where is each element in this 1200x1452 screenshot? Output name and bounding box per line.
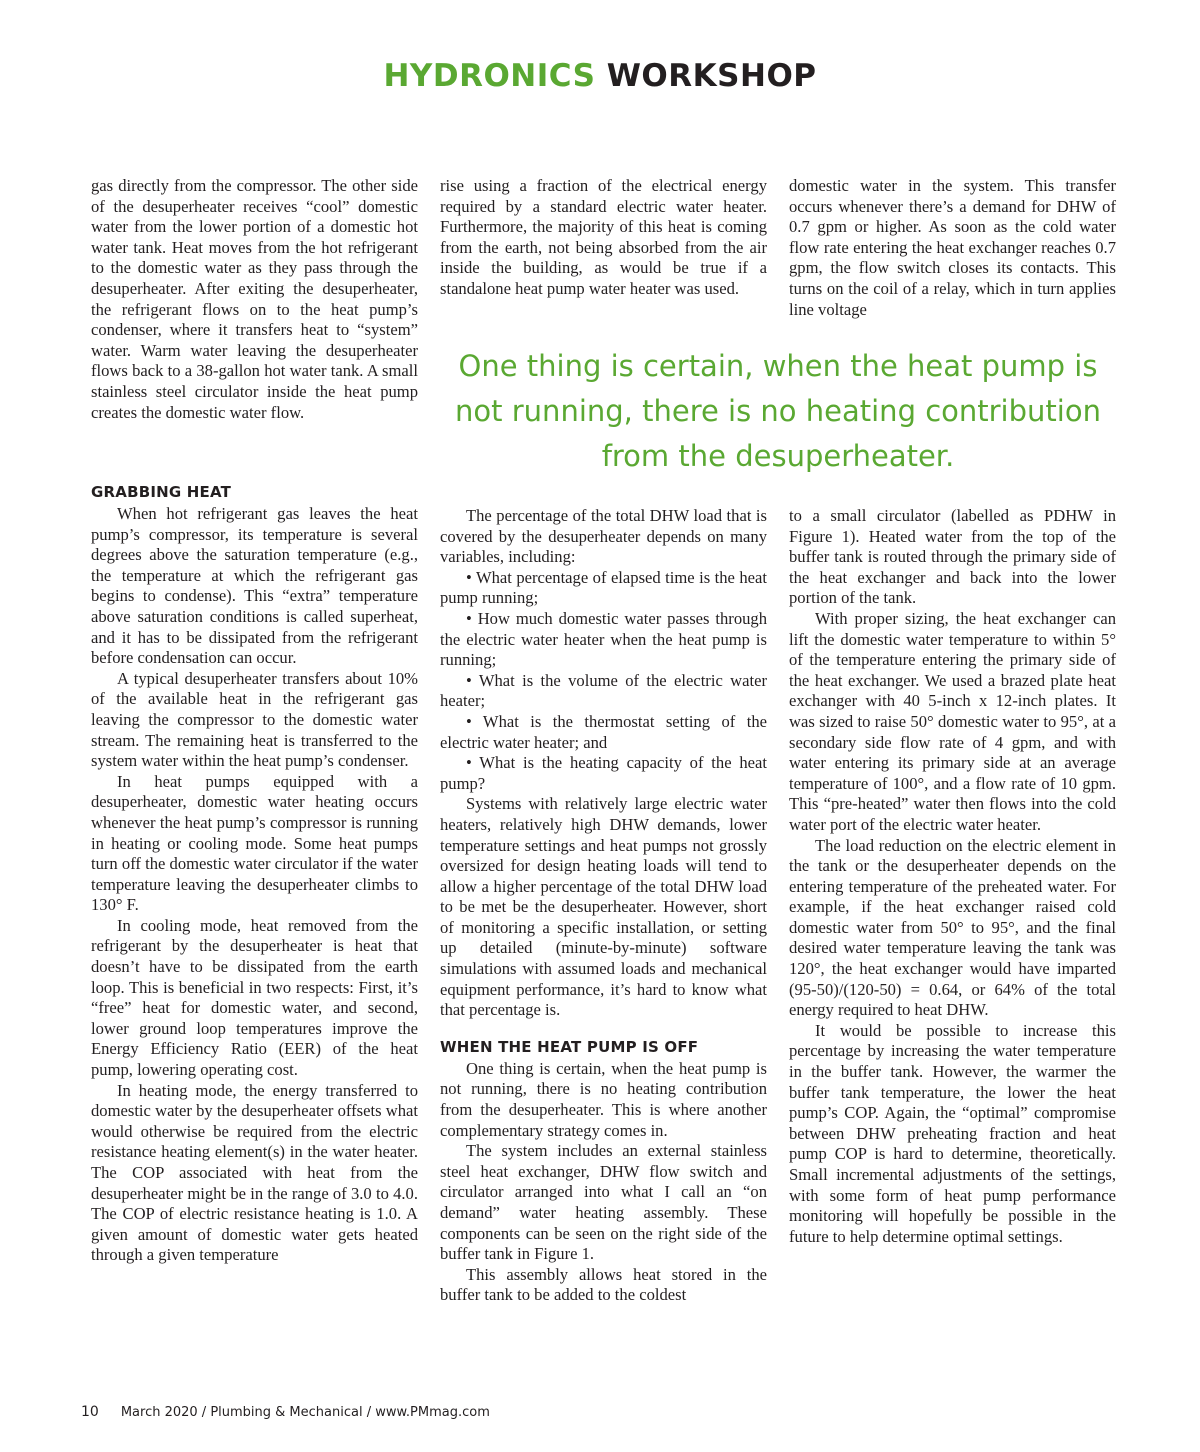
- page-footer: [81, 1404, 490, 1420]
- paragraph: The percentage of the total DHW load that is covered by the desuperheater depends on many variables, including:: [440, 506, 767, 567]
- column-3-bottom: [789, 506, 1116, 1247]
- header-workshop: WORKSHOP: [606, 58, 817, 94]
- paragraph: rise using a fraction of the electrical energy required by a standard electric water heater. Furthermore, the majority of this heat is coming from the earth, not being absorbed from the air inside the building, as would be true if a standalone heat pump water heater was used.: [440, 176, 767, 298]
- page-number: 10: [81, 1404, 99, 1420]
- paragraph: A typical desuperheater transfers about 10% of the available heat in the refrigerant gas leaving the compressor to the domestic water stream. The remaining heat is transferred to the system water within the heat pump’s condenser.: [91, 668, 418, 771]
- bullet-item: • What percentage of elapsed time is the heat pump running;: [440, 567, 767, 608]
- paragraph: It would be possible to increase this percentage by increasing the water temperature in the buffer tank. However, the warmer the buffer tank temperature, the lower the heat pump’s COP. Again, the “optimal” compromise between DHW preheating fraction and heat pump COP is hard to determine, theoretically. Small incremental adjustments of the settings, with some form of heat pump performance monitoring will hopefully be possible in the future to help determine optimal settings.: [789, 1020, 1116, 1246]
- section-header: [0, 56, 1200, 96]
- paragraph: to a small circulator (labelled as PDHW in Figure 1). Heated water from the top of the buffer tank is routed through the primary side of the heat exchanger and back into the lower portion of the tank.: [789, 506, 1116, 608]
- paragraph: One thing is certain, when the heat pump is not running, there is no heating contribution from the desuperheater. This is where another complementary strategy comes in.: [440, 1058, 767, 1140]
- paragraph: When hot refrigerant gas leaves the heat pump’s compressor, its temperature is several degrees above the saturation temperature (e.g., the temperature at which the refrigerant gas begins to condense). This “extra” temperature above saturation conditions is called superheat, and it has to be dissipated from the refrigerant before condensation can occur.: [91, 504, 418, 668]
- paragraph: The load reduction on the electric element in the tank or the desuperheater depends on the entering temperature of the preheated water. For example, if the heat exchanger raised cold domestic water from 50° to 95°, and the final desired water temperature leaving the tank was 120°, the heat exchanger would have imparted (95-50)/(120-50) = 0.64, or 64% of the total energy required to heat DHW.: [789, 835, 1116, 1020]
- paragraph: This assembly allows heat stored in the buffer tank to be added to the coldest: [440, 1264, 767, 1305]
- bullet-item: • How much domestic water passes through the electric water heater when the heat pump is running;: [440, 608, 767, 670]
- pull-quote: One thing is certain, when the heat pump is not running, there is no heating contribution from the desuperheater.: [455, 349, 1101, 473]
- subheading-heat-pump-off: WHEN THE HEAT PUMP IS OFF: [440, 1037, 699, 1056]
- column-2-bottom: [440, 506, 767, 1306]
- column-1-bottom: [91, 466, 418, 1266]
- paragraph: The system includes an external stainless steel heat exchanger, DHW flow switch and circulator arranged into what I call an “on demand” water heating assembly. These components can be seen on the right side of the buffer tank in Figure 1.: [440, 1141, 767, 1264]
- paragraph: gas directly from the compressor. The other side of the desuperheater receives “cool” domestic water from the lower portion of a domestic hot water tank. Heat moves from the hot refrigerant to the domestic water as they pass through the desuperheater. After exiting the desuperheater, the refrigerant flows on to the heat pump’s condenser, where it transfers heat to “system” water. Warm water leaving the desuperheater flows back to a 38-gallon hot water tank. A small stainless steel circulator inside the heat pump creates the domestic water flow.: [91, 176, 418, 422]
- column-1-top: [91, 176, 418, 423]
- paragraph: In heat pumps equipped with a desuperheater, domestic water heating occurs whenever the heat pump’s compressor is running in heating or cooling mode. Some heat pumps turn off the domestic water circulator if the water temperature leaving the desuperheater climbs to 130° F.: [91, 771, 418, 915]
- column-3-top: [789, 176, 1116, 320]
- column-2-top: [440, 176, 767, 300]
- header-hydronics: HYDRONICS: [383, 58, 596, 94]
- bullet-item: • What is the volume of the electric water heater;: [440, 670, 767, 711]
- bullet-item: • What is the thermostat setting of the electric water heater; and: [440, 711, 767, 752]
- bullet-item: • What is the heating capacity of the heat pump?: [440, 753, 767, 793]
- paragraph: In heating mode, the energy transferred to domestic water by the desuperheater offsets what would otherwise be required from the electric resistance heating element(s) in the water heater. The COP associated with heat from the desuperheater might be in the range of 3.0 to 4.0. The COP of electric resistance heating is 1.0. A given amount of domestic water gets heated through a given temperature: [91, 1080, 418, 1265]
- footer-publication: March 2020 / Plumbing & Mechanical / www.PMmag.com: [120, 1405, 490, 1420]
- paragraph: Systems with relatively large electric water heaters, relatively high DHW demands, lower temperature settings and heat pumps not grossly oversized for design heating loads will tend to allow a higher percentage of the total DHW load to be met be the desuperheater. However, short of monitoring a specific installation, or setting up detailed (minute-by-minute) software simulations with assumed loads and mechanical equipment performance, it’s hard to know what that percentage is.: [440, 794, 767, 1020]
- paragraph: domestic water in the system. This transfer occurs whenever there’s a demand for DHW of 0.7 gpm or higher. As soon as the cold water flow rate entering the heat exchanger reaches 0.7 gpm, the flow switch closes its contacts. This turns on the coil of a relay, which in turn applies line voltage: [789, 176, 1116, 319]
- paragraph: With proper sizing, the heat exchanger can lift the domestic water temperature to within 5° of the temperature entering the primary side of the heat exchanger. We used a brazed plate heat exchanger with 40 5-inch x 12-inch plates. It was sized to raise 50° domestic water to 95°, at a secondary side flow rate of 4 gpm, and with water entering its primary side at an average temperature of 100°, and a flow rate of 10 gpm. This “pre-heated” water then flows into the cold water port of the electric water heater.: [789, 608, 1116, 834]
- subheading-grabbing-heat: GRABBING HEAT: [91, 483, 232, 501]
- paragraph: In cooling mode, heat removed from the refrigerant by the desuperheater is heat that doesn’t have to be dissipated from the earth loop. This is beneficial in two respects: First, it’s “free” heat for domestic water, and second, lower ground loop temperatures improve the Energy Efficiency Ratio (EER) of the heat pump, lowering operating cost.: [91, 915, 418, 1080]
